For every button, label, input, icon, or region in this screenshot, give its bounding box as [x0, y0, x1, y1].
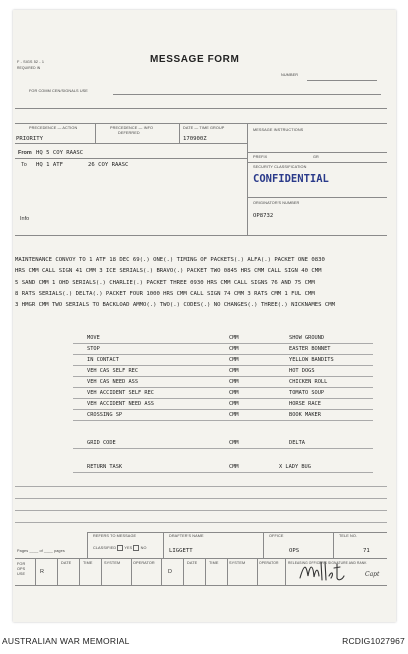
drafter-name: LIGGETT	[169, 548, 193, 554]
handwritten-signature	[298, 556, 358, 586]
time-label-r: TIME	[83, 561, 93, 565]
footer-institution: AUSTRALIAN WAR MEMORIAL	[2, 636, 130, 646]
date-time-group-label: DATE — TIME GROUP	[183, 126, 225, 130]
tele-no-label: TELE NO.	[339, 534, 358, 538]
for-ops-use-label: FOR OPS USE	[17, 562, 26, 576]
message-line: MAINTENANCE CONVOY TO 1 ATF 18 DEC 69(.) ONE(.) TIMING OF PACKETS(.) ALFA(.) PACKET ONE 0830	[15, 257, 325, 263]
refers-to-label: REFERS TO MESSAGE	[93, 534, 137, 538]
signature-rank: Capt	[365, 571, 380, 578]
date-label-r: DATE	[61, 561, 72, 565]
no-text: NO	[140, 546, 147, 550]
tele-no-value: 71	[363, 548, 370, 554]
codeword-sep: CMM	[229, 390, 239, 396]
deferred-label: DEFERRED	[118, 131, 140, 135]
message-form-sheet	[13, 10, 396, 622]
office-label: OFFICE	[269, 534, 284, 538]
codeword-code: HORSE RACE	[289, 401, 321, 407]
yes-text: YES	[124, 546, 133, 550]
codeword-sep: CMM	[229, 357, 239, 363]
number-label: NUMBER	[281, 73, 299, 77]
codeword-sep: CMM	[229, 412, 239, 418]
codeword-term: MOVE	[87, 335, 100, 341]
codeword-code: X LADY BUG	[279, 464, 311, 470]
no-checkbox[interactable]	[133, 545, 139, 551]
codeword-sep: CMM	[229, 346, 239, 352]
codeword-code: DELTA	[289, 440, 305, 446]
message-line: 8 RATS SERIALS(.) DELTA(.) PACKET FOUR 1000 HRS CMM CALL SIGN 74 CMM 3 RATS CMM 1 FUL CMM	[15, 290, 315, 297]
codeword-term: GRID CODE	[87, 440, 116, 446]
pages-label: Pages ____ of ____ pages	[17, 549, 65, 553]
codeword-term: RETURN TASK	[87, 464, 123, 470]
d-label: D	[168, 569, 172, 575]
message-line: 3 HMGR CMM TWO SERIALS TO BACKLOAD AMMO(.) TWO(.) CODES(.) NO CHANGES(.) THREE(.) NICKNAMES CMM	[15, 302, 335, 309]
to-value-2: 26 COY RAASC	[88, 162, 129, 168]
required-note: REQUIRED IN	[17, 66, 41, 70]
message-line: 5 SAND CMM 1 OHD SERIALS(.) CHARLIE(.) PACKET THREE 0930 HRS CMM CALL SIGNS 76 AND 75 CMM	[15, 279, 315, 286]
from-value: HQ 5 COY RAASC	[36, 150, 84, 156]
releasing-officer-label: RELEASING OFFICER'S SIGNATURE AND RANK	[288, 561, 367, 565]
to-value-1: HQ 1 ATF	[36, 162, 63, 168]
message-line: HRS CMM CALL SIGN 41 CMM 3 ICE SERIALS(.) BRAVO(.) PACKET TWO 0845 HRS CMM CALL SIGN 40 CMM	[15, 268, 322, 275]
security-label: SECURITY CLASSIFICATION	[253, 165, 307, 169]
gr-label: GR	[313, 155, 319, 159]
form-number: F - SIGS 52 - 1	[17, 60, 45, 64]
codeword-term: VEH ACCIDENT SELF REC	[87, 390, 154, 396]
r-label: R	[40, 569, 44, 575]
message-text	[15, 255, 393, 311]
classified-label	[93, 545, 147, 551]
to-label: To	[21, 162, 27, 168]
office-value: OPS	[289, 548, 300, 554]
codeword-sep: CMM	[229, 379, 239, 385]
yes-checkbox[interactable]	[117, 545, 123, 551]
form-title: MESSAGE FORM	[150, 54, 240, 65]
codeword-code: TOMATO SOUP	[289, 390, 325, 396]
codeword-sep: CMM	[229, 368, 239, 374]
date-label-d: DATE	[187, 561, 198, 565]
codeword-term: VEH CAS NEED ASS	[87, 379, 139, 385]
codeword-code: BOOK MAKER	[289, 412, 321, 418]
message-instructions-label: MESSAGE INSTRUCTIONS	[253, 128, 304, 132]
codeword-code: EASTER BONNET	[289, 346, 331, 352]
codeword-code: CHICKEN ROLL	[289, 379, 328, 385]
codeword-term: VEH CAS SELF REC	[87, 368, 139, 374]
time-label-d: TIME	[209, 561, 219, 565]
precedence-action-label: PRECEDENCE — ACTION	[29, 126, 78, 130]
codeword-term: IN CONTACT	[87, 357, 119, 363]
codeword-sep: CMM	[229, 464, 239, 470]
operator-label-r: OPERATOR	[133, 561, 155, 565]
codeword-term: CROSSING SP	[87, 412, 123, 418]
precedence-action-value: PRIORITY	[16, 136, 43, 142]
precedence-info-label: PRECEDENCE — INFO	[110, 126, 154, 130]
codeword-term: STOP	[87, 346, 100, 352]
from-label: From	[18, 150, 32, 156]
prefix-label: PREFIX	[253, 155, 268, 159]
codeword-sep: CMM	[229, 401, 239, 407]
security-classification: CONFIDENTIAL	[253, 173, 329, 185]
codeword-code: SHOW GROUND	[289, 335, 325, 341]
codeword-code: HOT DOGS	[289, 368, 315, 374]
comm-cen-label: FOR COMM CEN/SIGNALS USE	[29, 89, 88, 93]
classified-text: CLASSIFIED	[93, 546, 117, 550]
system-label-r: SYSTEM	[104, 561, 121, 565]
drafters-name-label: DRAFTER'S NAME	[169, 534, 204, 538]
operator-label-d: OPERATOR	[259, 561, 279, 565]
codeword-sep: CMM	[229, 335, 239, 341]
footer-record-id: RCDIG1027967	[342, 636, 405, 646]
info-label: Info	[20, 216, 30, 222]
system-label-d: SYSTEM	[229, 561, 246, 565]
codeword-term: VEH ACCIDENT NEED ASS	[87, 401, 154, 407]
originators-number: OP8732	[253, 213, 274, 219]
date-time-group-value: 170900Z	[183, 136, 207, 142]
codeword-sep: CMM	[229, 440, 239, 446]
codeword-code: YELLOW BANDITS	[289, 357, 334, 363]
originators-number-label: ORIGINATOR'S NUMBER	[253, 201, 300, 205]
